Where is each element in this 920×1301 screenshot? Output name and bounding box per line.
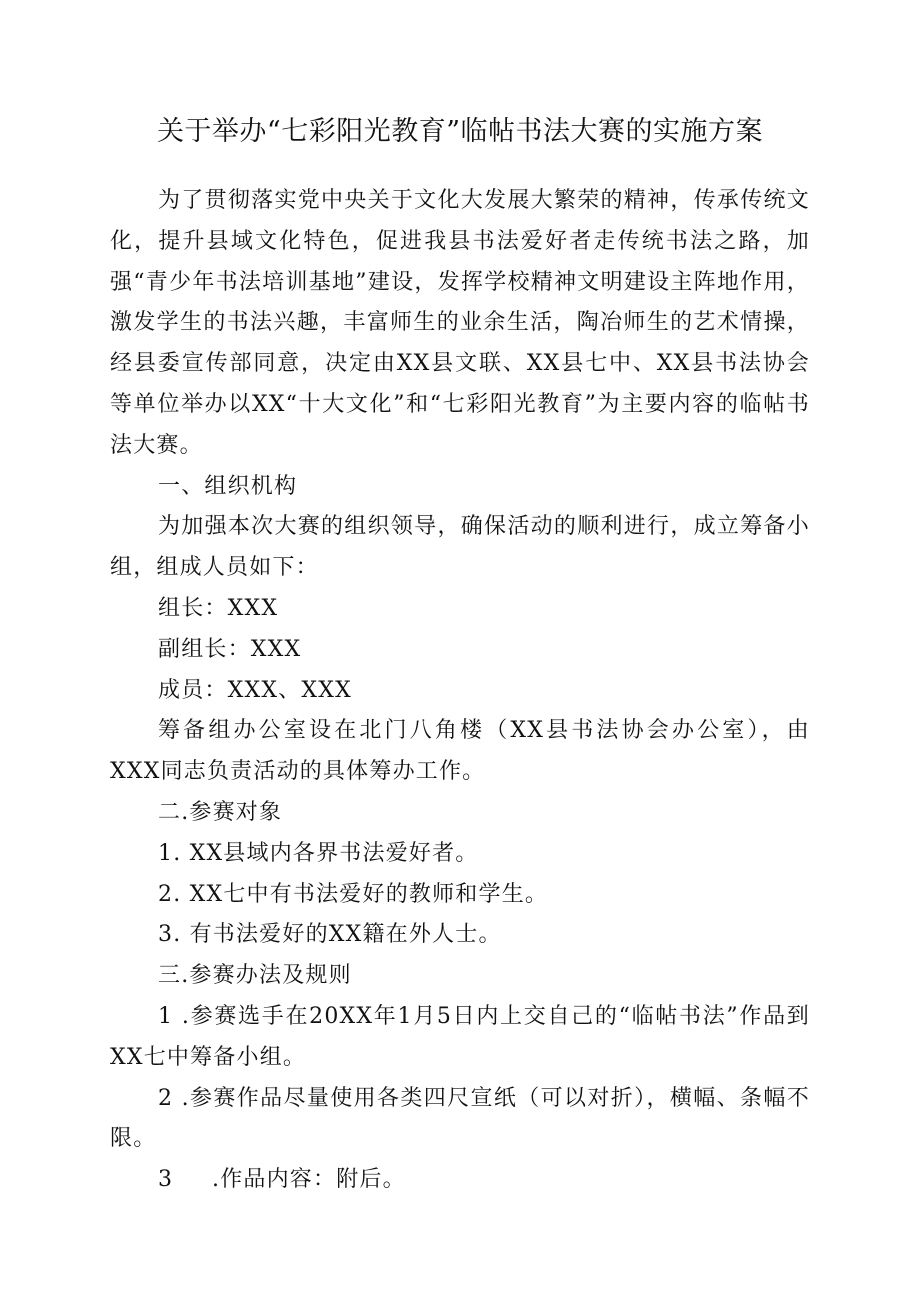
rule-item-text: .作品内容：附后。	[212, 1167, 406, 1193]
document-title: 关于举办“七彩阳光教育”临帖书法大赛的实施方案	[156, 116, 764, 147]
section-heading-participants: 二.参赛对象	[158, 799, 283, 825]
organization-paragraph: 为加强本次大赛的组织领导，确保活动的顺利进行，成立筹备小组，组成人员如下：	[110, 514, 810, 581]
section-heading-organization: 一、组织机构	[158, 473, 298, 499]
rule-item: 2 .参赛作品尽量使用各类四尺宣纸（可以对折），横幅、条幅不限。	[110, 1085, 810, 1152]
participant-item: 3. 有书法爱好的XX籍在外人士。	[158, 922, 502, 948]
office-paragraph: 筹备组办公室设在北门八角楼（XX县书法协会办公室），由XXX同志负责活动的具体筹办工作。	[110, 718, 810, 785]
rule-item-content	[110, 1160, 810, 1201]
participant-item: 2. XX七中有书法爱好的教师和学生。	[158, 881, 549, 907]
document-body	[110, 181, 810, 1201]
section-heading-rules: 三.参赛办法及规则	[158, 963, 352, 989]
vice-leader-line: 副组长：XXX	[158, 636, 302, 662]
rule-item: 1 .参赛选手在20XX年1月5日内上交自己的“临帖书法”作品到XX七中筹备小组。	[110, 1003, 810, 1070]
rule-item-number: 3	[158, 1167, 174, 1193]
members-line: 成员：XXX、XXX	[158, 677, 352, 703]
intro-paragraph: 为了贯彻落实党中央关于文化大发展大繁荣的精神，传承传统文化，提升县域文化特色，促进我县书法爱好者走传统书法之路，加强“青少年书法培训基地”建设，发挥学校精神文明建设主阵地作用，激发学生的书法兴趣，丰富师生的业余生活，陶冶师生的艺术情操，经县委宣传部同意，决定由XX县文联、XX县七中、XX县书法协会等单位举办以XX“十大文化”和“七彩阳光教育”为主要内容的临帖书法大赛。	[110, 188, 810, 458]
participant-item: 1. XX县域内各界书法爱好者。	[158, 840, 479, 866]
leader-line: 组长：XXX	[158, 595, 279, 621]
